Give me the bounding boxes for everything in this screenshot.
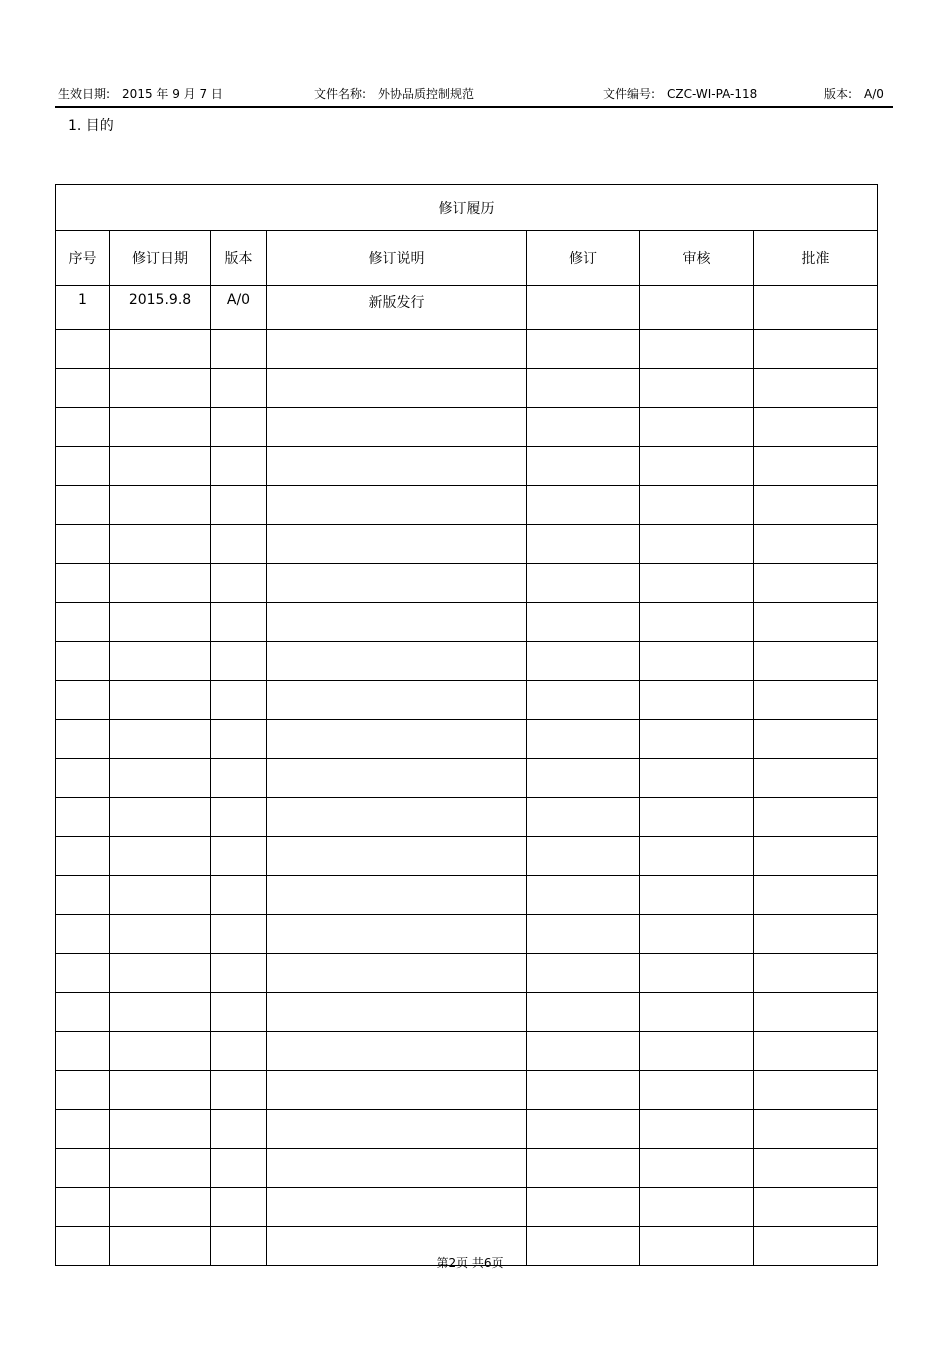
effective-date-label: 生效日期: xyxy=(58,87,111,101)
table-cell xyxy=(754,408,878,447)
table-cell xyxy=(754,759,878,798)
table-cell xyxy=(56,486,110,525)
table-cell xyxy=(754,1188,878,1227)
table-cell xyxy=(267,720,527,759)
table-cell xyxy=(754,369,878,408)
table-cell xyxy=(56,954,110,993)
table-cell xyxy=(211,1110,267,1149)
table-cell xyxy=(754,681,878,720)
table-cell xyxy=(527,603,640,642)
table-cell xyxy=(754,1149,878,1188)
table-cell xyxy=(110,330,211,369)
table-cell xyxy=(527,1149,640,1188)
table-cell xyxy=(527,954,640,993)
table-row xyxy=(56,564,878,603)
table-cell xyxy=(527,681,640,720)
table-cell xyxy=(527,915,640,954)
version xyxy=(824,85,884,103)
table-row xyxy=(56,1188,878,1227)
column-header: 序号 xyxy=(56,231,110,286)
table-cell xyxy=(267,759,527,798)
table-cell xyxy=(754,525,878,564)
table-cell xyxy=(110,681,211,720)
table-cell xyxy=(267,525,527,564)
version-label: 版本: xyxy=(824,87,853,101)
table-cell xyxy=(527,486,640,525)
table-cell xyxy=(211,798,267,837)
table-cell xyxy=(527,330,640,369)
table-cell xyxy=(754,603,878,642)
table-row xyxy=(56,954,878,993)
table-cell xyxy=(527,408,640,447)
table-cell xyxy=(754,330,878,369)
table-cell xyxy=(110,1188,211,1227)
table-cell xyxy=(527,525,640,564)
table-cell xyxy=(56,681,110,720)
column-header: 修订日期 xyxy=(110,231,211,286)
table-title: 修订履历 xyxy=(56,185,878,231)
table-cell xyxy=(754,798,878,837)
table-cell xyxy=(211,876,267,915)
table-row xyxy=(56,1149,878,1188)
table-row xyxy=(56,876,878,915)
table-row xyxy=(56,603,878,642)
table-cell xyxy=(640,330,754,369)
table-cell xyxy=(110,447,211,486)
table-cell xyxy=(640,1188,754,1227)
table-row xyxy=(56,1032,878,1071)
table-cell xyxy=(640,1149,754,1188)
table-cell xyxy=(640,369,754,408)
table-row xyxy=(56,408,878,447)
table-cell xyxy=(640,720,754,759)
table-cell xyxy=(56,1032,110,1071)
table-cell xyxy=(211,564,267,603)
table-cell xyxy=(110,954,211,993)
table-cell xyxy=(754,1110,878,1149)
table-cell xyxy=(640,798,754,837)
table-cell xyxy=(267,369,527,408)
table-cell xyxy=(110,642,211,681)
table-row xyxy=(56,798,878,837)
table-cell xyxy=(211,1032,267,1071)
table-row xyxy=(56,330,878,369)
table-cell xyxy=(267,1032,527,1071)
table-cell xyxy=(754,1071,878,1110)
table-cell xyxy=(640,1071,754,1110)
table-cell xyxy=(56,1149,110,1188)
table-cell xyxy=(267,876,527,915)
table-cell xyxy=(527,564,640,603)
table-cell xyxy=(640,564,754,603)
table-cell xyxy=(56,837,110,876)
table-cell xyxy=(56,447,110,486)
table-cell xyxy=(527,1110,640,1149)
table-cell xyxy=(211,837,267,876)
table-cell xyxy=(267,447,527,486)
table-cell xyxy=(640,486,754,525)
table-cell xyxy=(211,369,267,408)
table-cell xyxy=(56,330,110,369)
table-cell xyxy=(211,954,267,993)
table-cell xyxy=(56,369,110,408)
table-cell xyxy=(754,447,878,486)
table-cell xyxy=(754,915,878,954)
table-cell xyxy=(267,681,527,720)
table-cell xyxy=(754,486,878,525)
table-cell xyxy=(754,642,878,681)
table-cell: 1 xyxy=(56,286,110,330)
table-cell xyxy=(267,1071,527,1110)
table-cell xyxy=(640,603,754,642)
table-cell xyxy=(110,525,211,564)
table-row xyxy=(56,525,878,564)
table-cell xyxy=(527,993,640,1032)
table-cell xyxy=(527,369,640,408)
table-cell xyxy=(754,876,878,915)
column-header: 修订 xyxy=(527,231,640,286)
effective-date xyxy=(58,85,223,103)
table-cell xyxy=(527,642,640,681)
table-cell xyxy=(110,837,211,876)
table-cell xyxy=(267,915,527,954)
section-title: 1. 目的 xyxy=(68,118,114,134)
table-cell xyxy=(267,642,527,681)
table-cell xyxy=(110,486,211,525)
table-cell xyxy=(110,876,211,915)
table-cell xyxy=(56,408,110,447)
table-cell xyxy=(527,1071,640,1110)
table-cell xyxy=(640,1110,754,1149)
table-row xyxy=(56,720,878,759)
revision-history-table xyxy=(55,184,878,1266)
table-cell xyxy=(56,525,110,564)
page-footer: 第2页 共6页 xyxy=(436,1256,504,1270)
table-cell xyxy=(640,447,754,486)
table-header-row xyxy=(56,231,878,286)
table-cell xyxy=(640,759,754,798)
table-cell xyxy=(527,876,640,915)
table-row xyxy=(56,915,878,954)
table-cell xyxy=(640,642,754,681)
table-row xyxy=(56,447,878,486)
table-cell xyxy=(527,837,640,876)
table-cell xyxy=(110,720,211,759)
table-row xyxy=(56,837,878,876)
table-cell xyxy=(56,915,110,954)
table-cell xyxy=(640,525,754,564)
table-row xyxy=(56,369,878,408)
file-name xyxy=(314,85,474,103)
table-cell xyxy=(640,993,754,1032)
table-cell xyxy=(267,798,527,837)
table-cell xyxy=(640,408,754,447)
table-cell xyxy=(527,286,640,330)
column-header: 审核 xyxy=(640,231,754,286)
table-cell xyxy=(56,1110,110,1149)
table-cell xyxy=(56,564,110,603)
table-cell xyxy=(211,408,267,447)
page-header xyxy=(58,85,893,103)
table-cell xyxy=(211,681,267,720)
table-cell: A/0 xyxy=(211,286,267,330)
table-cell xyxy=(110,915,211,954)
table-cell xyxy=(267,954,527,993)
table-row xyxy=(56,1071,878,1110)
file-name-label: 文件名称: xyxy=(314,87,367,101)
table-cell xyxy=(110,1071,211,1110)
table-row xyxy=(56,486,878,525)
table-cell xyxy=(267,1110,527,1149)
table-cell xyxy=(110,759,211,798)
version-value: A/0 xyxy=(864,87,884,101)
table-cell xyxy=(211,486,267,525)
table-cell xyxy=(267,993,527,1032)
table-cell xyxy=(211,1149,267,1188)
table-cell xyxy=(754,837,878,876)
table-row xyxy=(56,286,878,330)
table-cell xyxy=(211,720,267,759)
file-number-label: 文件编号: xyxy=(603,87,656,101)
table-cell xyxy=(754,720,878,759)
table-cell xyxy=(56,798,110,837)
table-cell xyxy=(640,681,754,720)
table-cell xyxy=(56,642,110,681)
table-cell xyxy=(110,564,211,603)
table-cell xyxy=(527,1032,640,1071)
table-cell xyxy=(527,1188,640,1227)
table-cell xyxy=(527,798,640,837)
table-row xyxy=(56,681,878,720)
table-cell xyxy=(211,603,267,642)
table-cell xyxy=(110,603,211,642)
table-cell xyxy=(211,1188,267,1227)
table-cell xyxy=(267,1149,527,1188)
table-cell xyxy=(754,954,878,993)
table-cell xyxy=(56,1071,110,1110)
table-cell xyxy=(640,876,754,915)
table-cell xyxy=(267,837,527,876)
table-cell xyxy=(110,1149,211,1188)
table-cell xyxy=(56,720,110,759)
table-cell xyxy=(211,1071,267,1110)
column-header: 批准 xyxy=(754,231,878,286)
table-cell xyxy=(211,642,267,681)
table-cell: 2015.9.8 xyxy=(110,286,211,330)
table-cell xyxy=(267,330,527,369)
table-row xyxy=(56,642,878,681)
table-cell xyxy=(267,603,527,642)
table-row xyxy=(56,1110,878,1149)
table-title-row xyxy=(56,185,878,231)
table-cell xyxy=(640,837,754,876)
column-header: 修订说明 xyxy=(267,231,527,286)
table-cell xyxy=(754,1032,878,1071)
table-cell xyxy=(211,759,267,798)
table-cell xyxy=(527,447,640,486)
table-cell xyxy=(211,525,267,564)
header-divider xyxy=(55,106,893,108)
table-cell xyxy=(56,876,110,915)
table-cell xyxy=(211,447,267,486)
table-cell xyxy=(110,408,211,447)
table-cell xyxy=(56,1188,110,1227)
table-cell xyxy=(267,564,527,603)
table-cell xyxy=(640,1032,754,1071)
table-cell xyxy=(640,915,754,954)
file-number xyxy=(603,85,757,103)
table-cell xyxy=(56,603,110,642)
table-cell xyxy=(527,759,640,798)
table-cell xyxy=(110,1032,211,1071)
table-cell xyxy=(211,330,267,369)
table-cell xyxy=(56,993,110,1032)
table-cell xyxy=(56,759,110,798)
table-cell xyxy=(110,1110,211,1149)
table-cell xyxy=(110,369,211,408)
table-cell xyxy=(211,993,267,1032)
table-cell xyxy=(640,954,754,993)
table-row xyxy=(56,759,878,798)
table-cell xyxy=(267,408,527,447)
table-cell xyxy=(110,798,211,837)
column-header: 版本 xyxy=(211,231,267,286)
table-cell xyxy=(211,915,267,954)
file-number-value: CZC-WI-PA-118 xyxy=(667,87,758,101)
table-cell xyxy=(267,1188,527,1227)
table-cell xyxy=(527,720,640,759)
file-name-value: 外协品质控制规范 xyxy=(378,87,475,101)
table-cell xyxy=(110,993,211,1032)
table-cell xyxy=(754,564,878,603)
table-cell xyxy=(754,286,878,330)
table-cell xyxy=(754,993,878,1032)
table-cell: 新版发行 xyxy=(267,286,527,330)
table-cell xyxy=(267,486,527,525)
table-cell xyxy=(640,286,754,330)
effective-date-value: 2015 年 9 月 7 日 xyxy=(122,87,223,101)
table-row xyxy=(56,993,878,1032)
